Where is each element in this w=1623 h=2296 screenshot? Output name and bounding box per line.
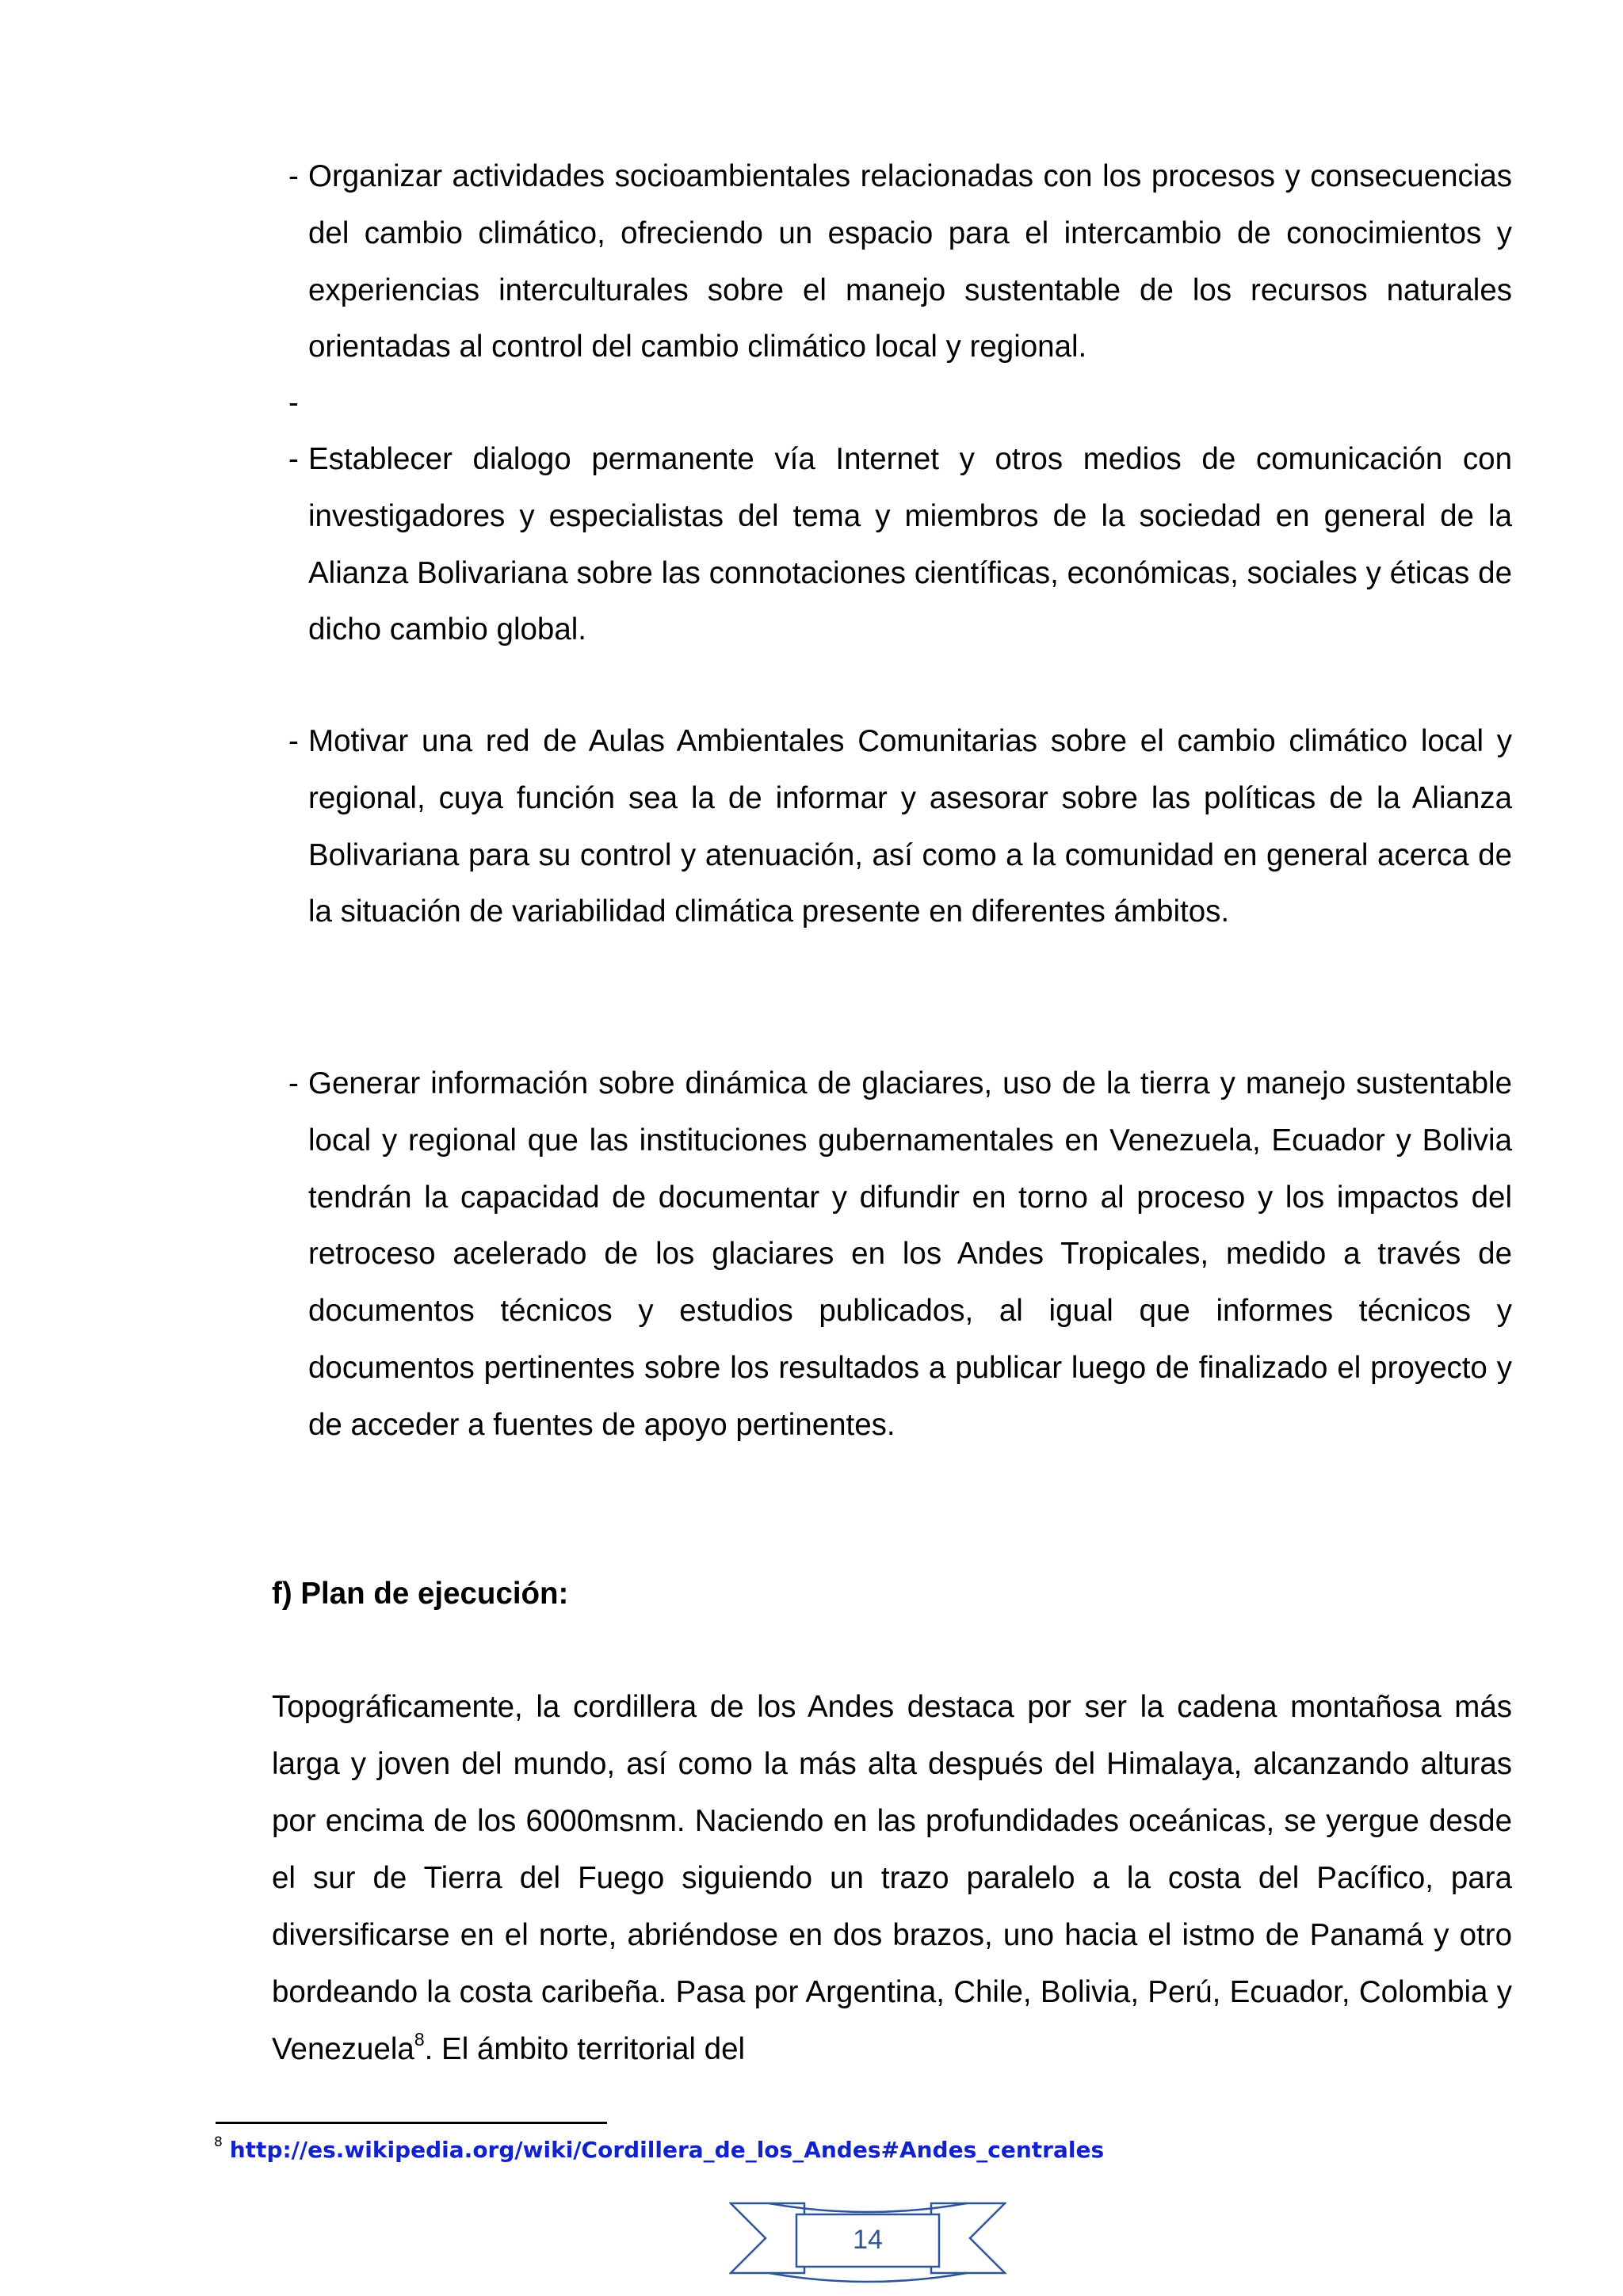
page-number: 14	[853, 2225, 883, 2255]
paragraph-text-end: . El ámbito territorial del	[424, 2032, 746, 2066]
bullet-dash: -	[288, 724, 299, 758]
bullet-text: Organizar actividades socioambientales relacionadas con los procesos y consecuencias del cambio climático, ofreciendo un espacio para el intercambio de conocimientos y experiencias interculturales sobre el manejo sustentable de los recursos naturales orientadas al control del cambio climático local y regional.	[308, 159, 1512, 364]
footnote	[214, 2134, 1104, 2163]
bullet-text: Establecer dialogo permanente vía Internet y otros medios de comunicación con investigadores y especialistas del tema y miembros de la sociedad en general de la Alianza Bolivariana sobre las connotaciones científicas, económicas, sociales y éticas de dicho cambio global.	[308, 442, 1512, 647]
bullet-text: Motivar una red de Aulas Ambientales Comunitarias sobre el cambio climático local y regional, cuya función sea la de informar y asesorar sobre las políticas de la Alianza Bolivariana para su control y atenuación, así como a la comunidad en general acerca de la situación de variabilidad climática presente en diferentes ámbitos.	[308, 724, 1512, 929]
bullet-item-organizar	[288, 148, 1512, 376]
section-heading: f) Plan de ejecución:	[272, 1577, 569, 1611]
bullet-item-establecer	[288, 431, 1512, 658]
bullet-dash: -	[288, 159, 299, 193]
body-paragraph	[272, 1679, 1512, 2078]
paragraph-text: Topográficamente, la cordillera de los Andes destaca por ser la cadena montañosa más larga y joven del mundo, así como la más alta después del Himalaya, alcanzando alturas por encima de los 6000msnm. Naciendo en las profundidades oceánicas, se yergue desde el sur de Tierra del Fuego siguiendo un trazo paralelo a la costa del Pacífico, para diversificarse en el norte, abriéndose en dos brazos, uno hacia el istmo de Panamá y otro bordeando la costa caribeña. Pasa por Argentina, Chile, Bolivia, Perú, Ecuador, Colombia y Venezuela	[272, 1690, 1512, 2066]
bullet-text: Generar información sobre dinámica de glaciares, uso de la tierra y manejo sustentable local y regional que las instituciones gubernamentales en Venezuela, Ecuador y Bolivia tendrán la capacidad de documentar y difundir en torno al proceso y los impactos del retroceso acelerado de los glaciares en los Andes Tropicales, medido a través de documentos técnicos y estudios publicados, al igual que informes técnicos y documentos pertinentes sobre los resultados a publicar luego de finalizado el proyecto y de acceder a fuentes de apoyo pertinentes.	[308, 1066, 1512, 1442]
footnote-reference[interactable]: 8	[414, 2029, 425, 2050]
bullet-dash: -	[288, 1066, 299, 1100]
footnote-mark: 8	[214, 2134, 223, 2150]
footnote-separator	[216, 2122, 607, 2124]
bullet-item-motivar	[288, 713, 1512, 940]
footnote-link[interactable]: http://es.wikipedia.org/wiki/Cordillera_de_los_Andes#Andes_centrales	[229, 2137, 1105, 2163]
bullet-dash: -	[288, 442, 299, 476]
bullet-item-generar	[288, 1055, 1512, 1454]
bullet-dash-empty: -	[288, 386, 299, 420]
